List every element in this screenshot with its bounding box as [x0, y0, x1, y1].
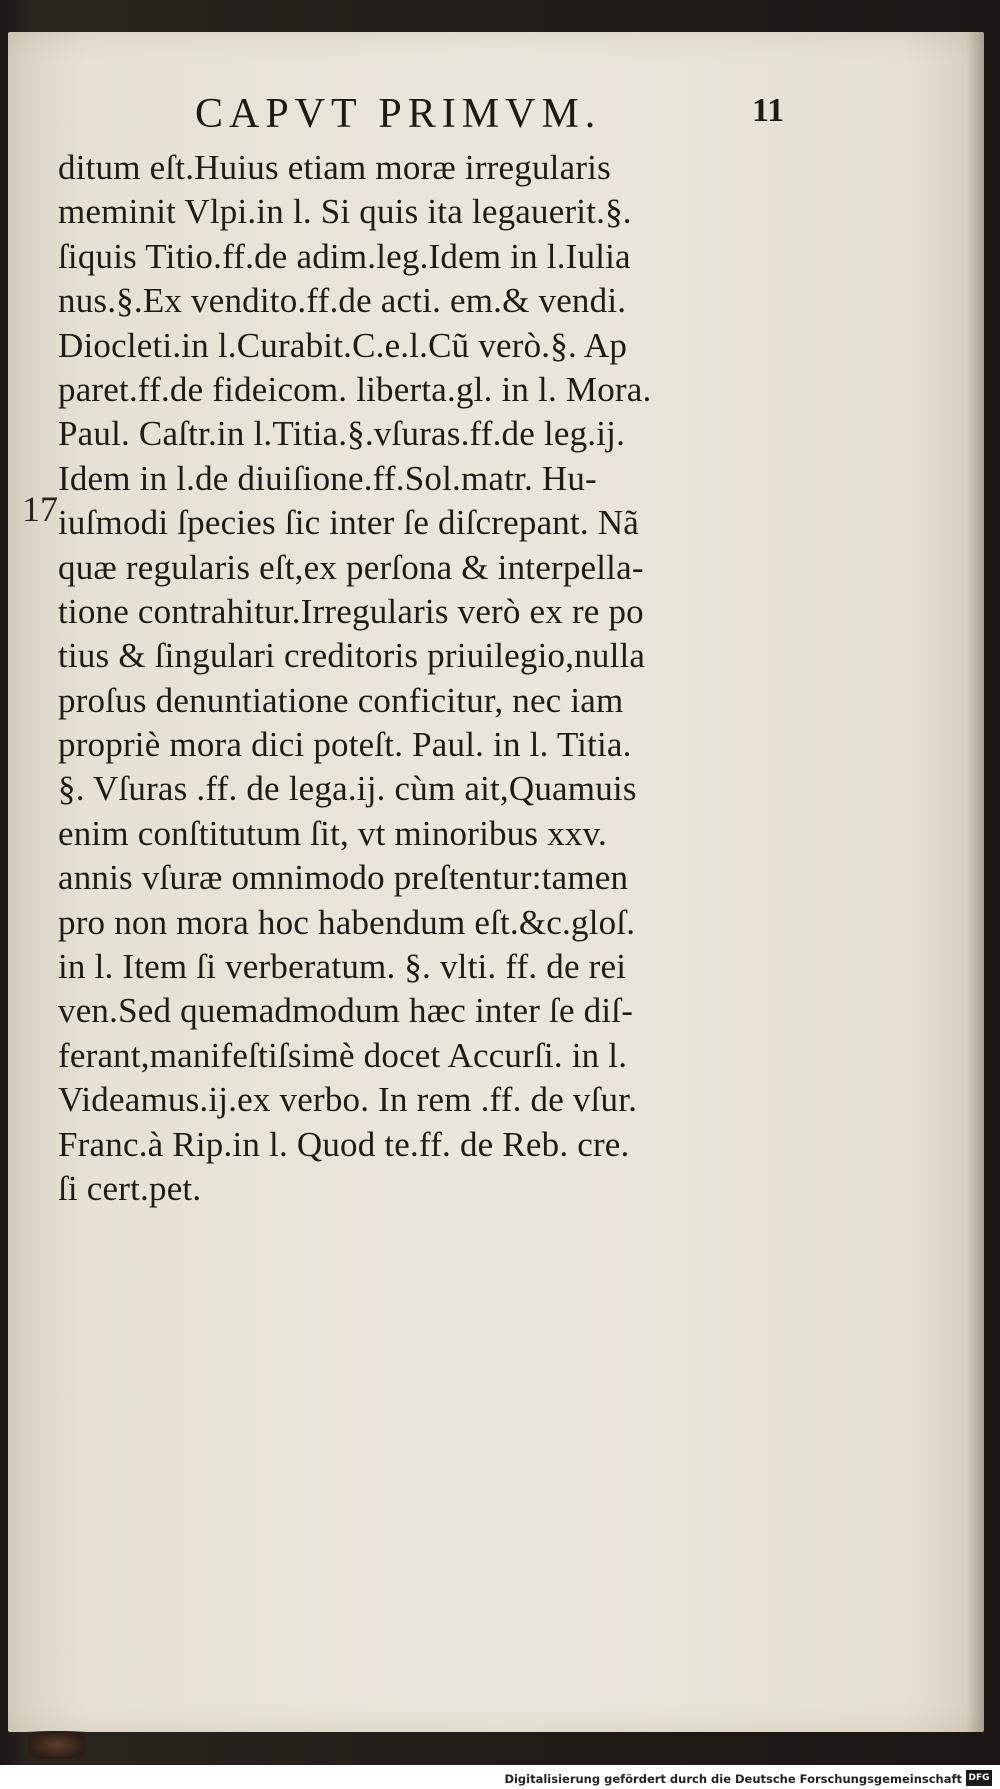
text-line: enim conſtitutum ſit, vt minoribus xxv.	[58, 813, 607, 853]
text-line: Franc.à Rip.in l. Quod te.ff. de Reb. cre.	[58, 1124, 630, 1164]
digitization-credit: Digitalisierung gefördert durch die Deutsche Forschungsgemeinschaft	[504, 1772, 962, 1786]
text-line: ſi cert.pet.	[58, 1168, 202, 1208]
text-line: Diocleti.in l.Curabit.C.e.l.Cũ verò.§. Ap	[58, 325, 628, 365]
text-line: in l. Item ſi verberatum. §. vlti. ff. de rei	[58, 947, 627, 987]
text-line: ſiquis Titio.ff.de adim.leg.Idem in l.Iulia	[58, 236, 631, 276]
body-text	[58, 146, 808, 1211]
text-line: tius & ſingulari creditoris priuilegio,nulla	[58, 636, 646, 676]
text-line: tione contrahitur.Irregularis verò ex re po	[58, 591, 644, 631]
text-line: iuſmodi ſpecies ſic inter ſe diſcrepant. Nã	[58, 503, 640, 543]
text-line: paret.ff.de fideicom. liberta.gl. in l. Mora.	[58, 369, 652, 409]
text-line: propriè mora dici poteſt. Paul. in l. Titia.	[58, 725, 632, 765]
text-line: annis vſuræ omnimodo preſtentur:tamen	[58, 858, 629, 898]
ink-blot	[28, 1731, 86, 1759]
text-line: Videamus.ij.ex verbo. In rem .ff. de vſur.	[58, 1080, 638, 1120]
text-line: pro non mora hoc habendum eſt.&c.gloſ.	[58, 902, 636, 942]
folio-number: 11	[752, 92, 785, 129]
text-line: §. Vſuras .ff. de lega.ij. cùm ait,Quamuis	[58, 769, 637, 809]
text-line: proſus denuntiatione conficitur, nec iam	[58, 680, 624, 720]
text-line: ferant,manifeſtiſsimè docet Accurſi. in l.	[58, 1035, 628, 1075]
text-line: meminit Vlpi.in l. Si quis ita legauerit.§.	[58, 192, 632, 232]
text-line: ven.Sed quemadmodum hæc inter ſe diſ-	[58, 991, 634, 1031]
text-line: quæ regularis eſt,ex perſona & interpella-	[58, 547, 644, 587]
footer-bar	[0, 1765, 1000, 1789]
page-edge-shadow	[966, 32, 984, 1732]
running-head: CAPVT PRIMVM.	[195, 91, 602, 137]
text-line: ditum eſt.Huius etiam moræ irregularis	[58, 148, 611, 187]
text-line: Idem in l.de diuiſione.ff.Sol.matr. Hu-	[58, 458, 597, 498]
text-line: nus.§.Ex vendito.ff.de acti. em.& vendi.	[58, 281, 627, 321]
text-line: Paul. Caſtr.in l.Titia.§.vſuras.ff.de leg.ij.	[58, 414, 626, 454]
marginal-number: 17	[22, 489, 58, 529]
dfg-logo-icon: DFG	[966, 1770, 992, 1786]
